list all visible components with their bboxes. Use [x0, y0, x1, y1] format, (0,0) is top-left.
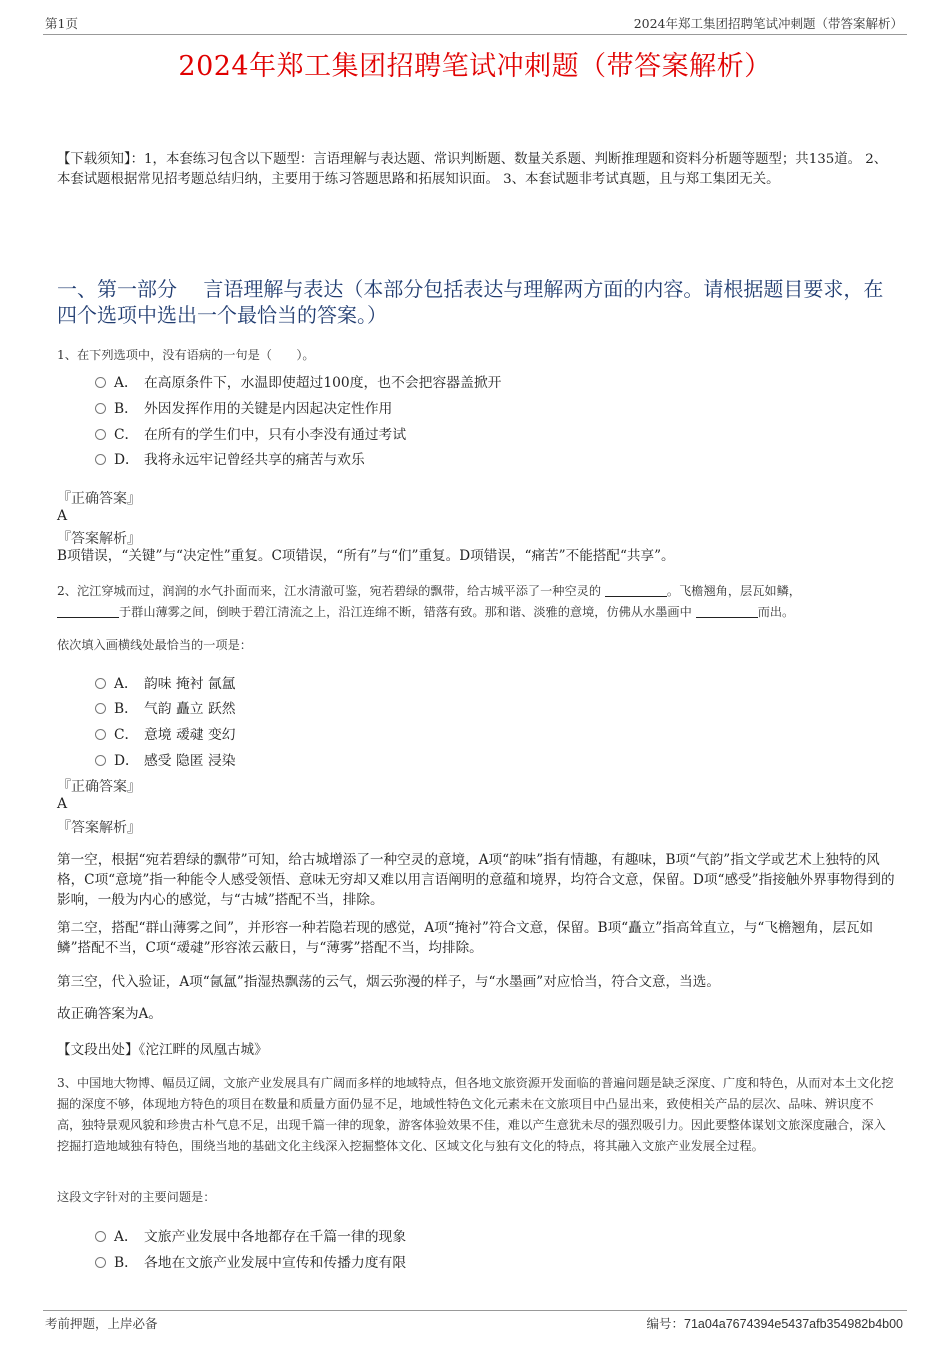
q2-source: 【文段出处】《沱江畔的凤凰古城》 — [57, 1042, 268, 1058]
radio-icon[interactable] — [95, 678, 106, 689]
q1-analysis: B项错误，“关键”与“决定性”重复。C项错误，“所有”与“们”重复。D项错误，“痛苦”不能搭配“共享”。 — [57, 548, 675, 564]
q2-stem: 2、沱江穿城而过，润润的水气扑面而来，江水清澈可鉴，宛若碧绿的飘带，给古城平添了一种空灵的 。飞檐翘角，层瓦如鳞， 于群山薄雾之间，倒映于碧江清流之上，沿江连绵不断，错落有致。那和谐、淡雅的意境，仿佛从水墨画中 而出。 — [57, 584, 801, 619]
radio-icon[interactable] — [95, 729, 106, 740]
q3-option-a[interactable]: A． 文旅产业发展中各地都存在千篇一律的现象 — [95, 1225, 406, 1245]
radio-icon[interactable] — [95, 1257, 106, 1268]
q2-analysis-label: 『答案解析』 — [57, 820, 141, 836]
q2-option-d[interactable]: D． 感受 隐匿 浸染 — [95, 749, 236, 769]
q2-analysis-3: 第三空，代入验证，A项“氤氲”指湿热飘荡的云气，烟云弥漫的样子，与“水墨画”对应恰当，符合文意，当选。 — [57, 974, 720, 990]
page-title: 2024年郑工集团招聘笔试冲刺题（带答案解析） — [178, 51, 772, 82]
q1-stem: 1、在下列选项中，没有语病的一句是（ ）。 — [57, 348, 315, 362]
footer-slogan: 考前押题，上岸必备 — [45, 1316, 158, 1331]
radio-icon[interactable] — [95, 377, 106, 388]
q1-answer: A — [57, 508, 68, 524]
blank-line — [605, 584, 667, 597]
q2-analysis-4: 故正确答案为A。 — [57, 1006, 162, 1022]
q1-option-d[interactable]: D． 我将永远牢记曾经共享的痛苦与欢乐 — [95, 448, 365, 468]
section-heading: 一、第一部分 言语理解与表达（本部分包括表达与理解两方面的内容。请根据题目要求，在四个选项中选出一个最恰当的答案。） — [57, 277, 884, 327]
radio-icon[interactable] — [95, 1231, 106, 1242]
q2-analysis-1: 第一空，根据“宛若碧绿的飘带”可知，给古城增添了一种空灵的意境，A项“韵味”指有情趣，有趣味，B项“气韵”指文学或艺术上独特的风格，C项“意境”指一种能令人感受领悟、意味无穷却又难以用言语阐明的意蕴和境界，均符合文意，保留。D项“感受”指接触外界事物得到的影响，一般为内心的感觉，与“古城”搭配不当，排除。 — [57, 852, 895, 908]
q2-option-a[interactable]: A． 韵味 掩衬 氤氲 — [95, 672, 236, 692]
q1-option-b[interactable]: B． 外因发挥作用的关键是内因起决定性作用 — [95, 397, 392, 417]
page-number: 第1页 — [45, 16, 78, 31]
q2-analysis-2: 第二空，搭配“群山薄雾之间”，并形容一种若隐若现的感觉，A项“掩衬”符合文意，保留。B项“矗立”指高耸直立，与“飞檐翘角，层瓦如鳞”搭配不当，C项“叆叇”形容浓云蔽日，与“薄雾”搭配不当，均排除。 — [57, 920, 874, 956]
blank-line — [57, 605, 119, 618]
q2-option-b[interactable]: B． 气韵 矗立 跃然 — [95, 697, 236, 717]
radio-icon[interactable] — [95, 403, 106, 414]
page-header — [43, 12, 907, 35]
q2-option-c[interactable]: C． 意境 叆叇 变幻 — [95, 723, 236, 743]
q2-correct-label: 『正确答案』 — [57, 779, 141, 795]
footer-code: 编号：71a04a7674394e5437afb354982b4b00 — [646, 1316, 903, 1331]
radio-icon[interactable] — [95, 755, 106, 766]
q1-analysis-label: 『答案解析』 — [57, 531, 141, 547]
q1-option-a[interactable]: A． 在高原条件下，水温即使超过100度，也不会把容器盖掀开 — [95, 371, 501, 391]
radio-icon[interactable] — [95, 703, 106, 714]
q3-stem: 3、中国地大物博、幅员辽阔，文旅产业发展具有广阔而多样的地域特点，但各地文旅资源开发面临的普遍问题是缺乏深度、广度和特色，从而对本土文化挖掘的深度不够，体现地方特色的项目在数量和质量方面仍显不足，地域性特色文化元素未在文旅项目中凸显出来，致使相关产品的层次、品味、辨识度不高，独特景观风貌和珍贵古朴气息不足，出现千篇一律的现象，游客体验效果不佳，难以产生意犹未尽的强烈吸引力。因此要整体谋划文旅深度融合，深入挖掘打造地域独有特色，围绕当地的基础文化主线深入挖掘整体文化、区域文化与独有文化的特点，将其融入文旅产业发展全过程。 — [57, 1076, 894, 1153]
q3-prompt: 这段文字针对的主要问题是： — [57, 1190, 216, 1204]
radio-icon[interactable] — [95, 454, 106, 465]
q1-option-c[interactable]: C． 在所有的学生们中，只有小李没有通过考试 — [95, 423, 406, 443]
blank-line — [696, 605, 758, 618]
header-doc-title: 2024年郑工集团招聘笔试冲刺题（带答案解析） — [633, 16, 903, 31]
page-footer — [43, 1310, 907, 1331]
q3-option-b[interactable]: B． 各地在文旅产业发展中宣传和传播力度有限 — [95, 1251, 406, 1271]
q1-correct-label: 『正确答案』 — [57, 491, 141, 507]
radio-icon[interactable] — [95, 429, 106, 440]
q2-prompt: 依次填入画横线处最恰当的一项是： — [57, 638, 252, 652]
q2-answer: A — [57, 796, 68, 812]
download-notice: 【下载须知】：1，本套练习包含以下题型：言语理解与表达题、常识判断题、数量关系题、判断推理题和资料分析题等题型；共135道。 2、本套试题根据常见招考题总结归纳，主要用于练习答题思路和拓展知识面。 3、本套试题非考试真题，且与郑工集团无关。 — [57, 152, 888, 187]
